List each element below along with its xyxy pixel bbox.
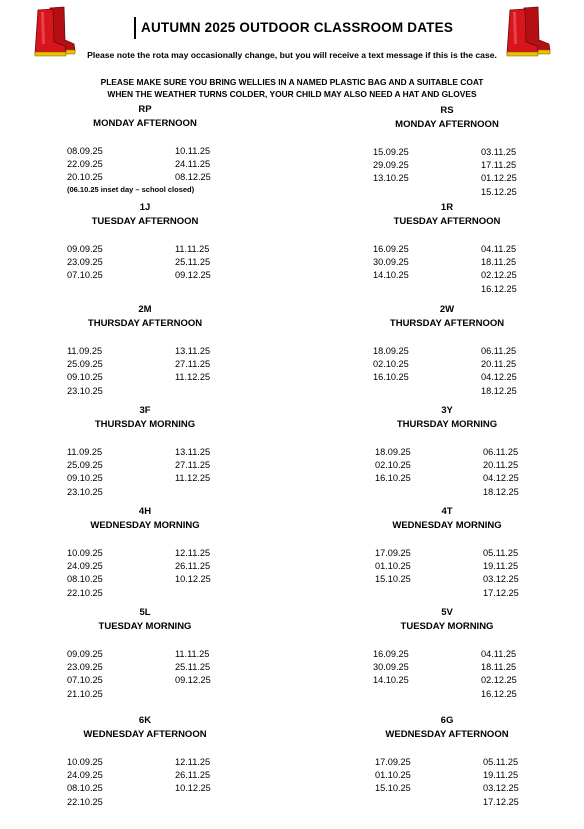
date-item: 17.12.25	[483, 796, 519, 807]
date-item: 25.09.25	[67, 359, 103, 370]
class-name: 1J	[139, 202, 151, 213]
dates-column-left	[67, 145, 103, 185]
date-item: 17.11.25	[481, 160, 517, 171]
dates-column-left	[67, 446, 103, 499]
class-section-4h	[0, 506, 290, 616]
date-item: 09.12.25	[175, 270, 211, 281]
date-item: 20.11.25	[481, 359, 517, 370]
date-item: 25.11.25	[175, 257, 211, 268]
date-item: 13.10.25	[373, 173, 409, 184]
session-slot: MONDAY AFTERNOON	[395, 119, 499, 130]
date-item: 02.12.25	[481, 270, 517, 281]
date-item: 05.11.25	[483, 757, 519, 767]
date-item: 18.12.25	[481, 385, 517, 396]
class-name: 1R	[440, 202, 454, 213]
date-item: 18.12.25	[483, 486, 519, 497]
dates-column-right	[483, 547, 519, 600]
date-item: 15.09.25	[373, 147, 409, 157]
session-slot: MONDAY AFTERNOON	[93, 118, 197, 129]
date-item: 08.10.25	[67, 574, 103, 585]
session-slot: THURSDAY AFTERNOON	[389, 318, 505, 329]
class-section-4t	[302, 506, 584, 616]
dates-column-right	[175, 648, 211, 688]
date-item: 23.09.25	[67, 662, 103, 673]
date-item: 16.09.25	[373, 244, 409, 254]
class-section-5v	[302, 607, 584, 717]
date-item: 12.11.25	[175, 548, 211, 558]
date-item: 10.12.25	[175, 783, 211, 794]
instruction-line-2: WHEN THE WEATHER TURNS COLDER, YOUR CHILD MAY ALSO NEED A HAT AND GLOVES	[107, 89, 477, 99]
session-slot: WEDNESDAY AFTERNOON	[83, 729, 207, 740]
date-item: 11.12.25	[175, 372, 211, 383]
date-item: 08.09.25	[67, 146, 103, 156]
session-slot: WEDNESDAY MORNING	[392, 520, 502, 531]
dates-column-left	[67, 547, 103, 600]
session-slot: TUESDAY MORNING	[98, 621, 192, 632]
date-item: 21.10.25	[67, 688, 103, 699]
date-item: 07.10.25	[67, 270, 103, 281]
date-item: 23.10.25	[67, 385, 103, 396]
date-item: 30.09.25	[373, 257, 409, 268]
date-item: 05.11.25	[483, 548, 519, 558]
date-item: 08.12.25	[175, 172, 211, 183]
date-item: 10.11.25	[175, 146, 211, 156]
date-item: 10.09.25	[67, 757, 103, 767]
session-slot: THURSDAY AFTERNOON	[87, 318, 203, 329]
class-name: 3F	[139, 405, 151, 416]
inset-day-note: (06.10.25 inset day – school closed)	[67, 185, 195, 194]
class-section-5l	[0, 607, 290, 717]
date-item: 08.10.25	[67, 783, 103, 794]
date-item: 09.09.25	[67, 649, 103, 659]
date-item: 26.11.25	[175, 561, 211, 572]
class-name: 6K	[138, 715, 152, 726]
date-item: 02.10.25	[375, 460, 411, 471]
class-name: 2M	[138, 304, 152, 315]
date-item: 04.12.25	[483, 473, 519, 484]
date-item: 12.11.25	[175, 757, 211, 767]
date-item: 29.09.25	[373, 160, 409, 171]
dates-column-left	[67, 648, 103, 701]
rota-change-note: Please note the rota may occasionally change, but you will receive a text message if this is the case.	[87, 50, 497, 60]
class-name: 5L	[139, 607, 151, 618]
class-name: RP	[138, 104, 152, 115]
dates-column-right	[175, 756, 211, 796]
dates-column-right	[481, 648, 517, 701]
dates-column-left	[375, 756, 411, 796]
session-slot: WEDNESDAY MORNING	[90, 520, 200, 531]
date-item: 22.10.25	[67, 587, 103, 598]
date-item: 02.10.25	[373, 359, 409, 370]
date-item: 04.11.25	[481, 649, 517, 659]
date-item: 27.11.25	[175, 359, 211, 370]
date-item: 13.11.25	[175, 346, 211, 356]
date-item: 04.12.25	[481, 372, 517, 383]
session-slot: THURSDAY MORNING	[94, 419, 196, 430]
dates-column-right	[483, 446, 519, 499]
session-slot: THURSDAY MORNING	[396, 419, 498, 430]
dates-column-left	[67, 243, 103, 283]
session-slot: TUESDAY AFTERNOON	[393, 216, 501, 227]
date-item: 10.09.25	[67, 548, 103, 558]
class-name: 6G	[440, 715, 454, 726]
date-item: 19.11.25	[483, 770, 519, 781]
wellies-instructions	[0, 76, 584, 100]
date-item: 22.10.25	[67, 796, 103, 807]
date-item: 20.11.25	[483, 460, 519, 471]
date-item: 20.10.25	[67, 172, 103, 183]
date-item: 16.12.25	[481, 688, 517, 699]
class-name: RS	[440, 105, 454, 116]
dates-column-right	[481, 146, 517, 199]
date-item: 18.11.25	[481, 257, 517, 268]
date-item: 09.10.25	[67, 473, 103, 484]
dates-column-right	[483, 756, 519, 809]
dates-column-left	[375, 547, 411, 587]
class-section-2w	[302, 304, 584, 414]
date-item: 18.09.25	[373, 346, 409, 356]
date-item: 14.10.25	[373, 270, 409, 281]
date-item: 01.10.25	[375, 770, 411, 781]
date-item: 11.11.25	[175, 649, 210, 659]
date-item: 27.11.25	[175, 460, 211, 471]
date-item: 16.10.25	[375, 473, 411, 484]
date-item: 25.11.25	[175, 662, 211, 673]
date-item: 24.09.25	[67, 561, 103, 572]
date-item: 14.10.25	[373, 675, 409, 686]
date-item: 06.11.25	[481, 346, 517, 356]
class-section-rp	[0, 104, 290, 214]
date-item: 09.10.25	[67, 372, 103, 383]
dates-column-left	[373, 345, 409, 385]
dates-column-left	[67, 756, 103, 809]
session-slot: WEDNESDAY AFTERNOON	[385, 729, 509, 740]
date-item: 26.11.25	[175, 770, 211, 781]
class-name: 4H	[138, 506, 152, 517]
class-name: 2W	[439, 304, 455, 315]
dates-column-left	[67, 345, 103, 398]
dates-column-right	[175, 243, 211, 283]
class-section-rs	[302, 105, 584, 215]
date-item: 30.09.25	[373, 662, 409, 673]
date-item: 11.12.25	[175, 473, 211, 484]
date-item: 15.10.25	[375, 783, 411, 794]
date-item: 13.11.25	[175, 447, 211, 457]
date-item: 19.11.25	[483, 561, 519, 572]
date-item: 18.09.25	[375, 447, 411, 457]
dates-column-right	[481, 345, 517, 398]
date-item: 15.10.25	[375, 574, 411, 585]
date-item: 23.10.25	[67, 486, 103, 497]
date-item: 01.10.25	[375, 561, 411, 572]
date-item: 25.09.25	[67, 460, 103, 471]
class-section-2m	[0, 304, 290, 414]
date-item: 07.10.25	[67, 675, 103, 686]
date-item: 11.09.25	[67, 447, 103, 457]
date-item: 16.10.25	[373, 372, 409, 383]
dates-column-left	[373, 243, 409, 283]
dates-column-right	[175, 345, 210, 385]
class-name: 5V	[441, 607, 453, 618]
dates-column-right	[175, 547, 211, 587]
date-item: 17.09.25	[375, 548, 411, 558]
date-item: 03.12.25	[483, 783, 519, 794]
page-title: AUTUMN 2025 OUTDOOR CLASSROOM DATES	[141, 20, 454, 35]
date-item: 09.12.25	[175, 675, 211, 686]
date-item: 10.12.25	[175, 574, 211, 585]
date-item: 24.11.25	[175, 159, 211, 170]
class-section-1r	[302, 202, 584, 312]
date-item: 03.12.25	[483, 574, 519, 585]
date-item: 17.09.25	[375, 757, 411, 767]
class-section-3f	[0, 405, 290, 515]
session-slot: TUESDAY MORNING	[400, 621, 494, 632]
dates-column-left	[375, 446, 411, 486]
class-section-6k	[0, 715, 290, 825]
date-item: 16.09.25	[373, 649, 409, 659]
class-section-1j	[0, 202, 290, 312]
dates-column-right	[175, 145, 211, 185]
date-item: 09.09.25	[67, 244, 103, 254]
date-item: 11.09.25	[67, 346, 103, 356]
class-name: 3Y	[441, 405, 453, 416]
date-item: 23.09.25	[67, 257, 103, 268]
instruction-line-1: PLEASE MAKE SURE YOU BRING WELLIES IN A NAMED PLASTIC BAG AND A SUITABLE COAT	[100, 77, 484, 87]
date-item: 17.12.25	[483, 587, 519, 598]
session-slot: TUESDAY AFTERNOON	[91, 216, 199, 227]
date-item: 22.09.25	[67, 159, 103, 170]
date-item: 04.11.25	[481, 244, 517, 254]
date-item: 01.12.25	[481, 173, 517, 184]
date-item: 18.11.25	[481, 662, 517, 673]
date-item: 02.12.25	[481, 675, 517, 686]
date-item: 06.11.25	[483, 447, 519, 457]
date-item: 15.12.25	[481, 186, 517, 197]
dates-column-right	[481, 243, 517, 296]
date-item: 03.11.25	[481, 147, 517, 157]
dates-column-left	[373, 648, 409, 688]
date-item: 24.09.25	[67, 770, 103, 781]
title-container	[134, 17, 453, 39]
class-section-6g	[302, 715, 584, 825]
class-name: 4T	[441, 506, 453, 517]
dates-column-left	[373, 146, 409, 186]
dates-column-right	[175, 446, 210, 486]
class-section-3y	[302, 405, 584, 515]
date-item: 11.11.25	[175, 244, 210, 254]
date-item: 16.12.25	[481, 283, 517, 294]
